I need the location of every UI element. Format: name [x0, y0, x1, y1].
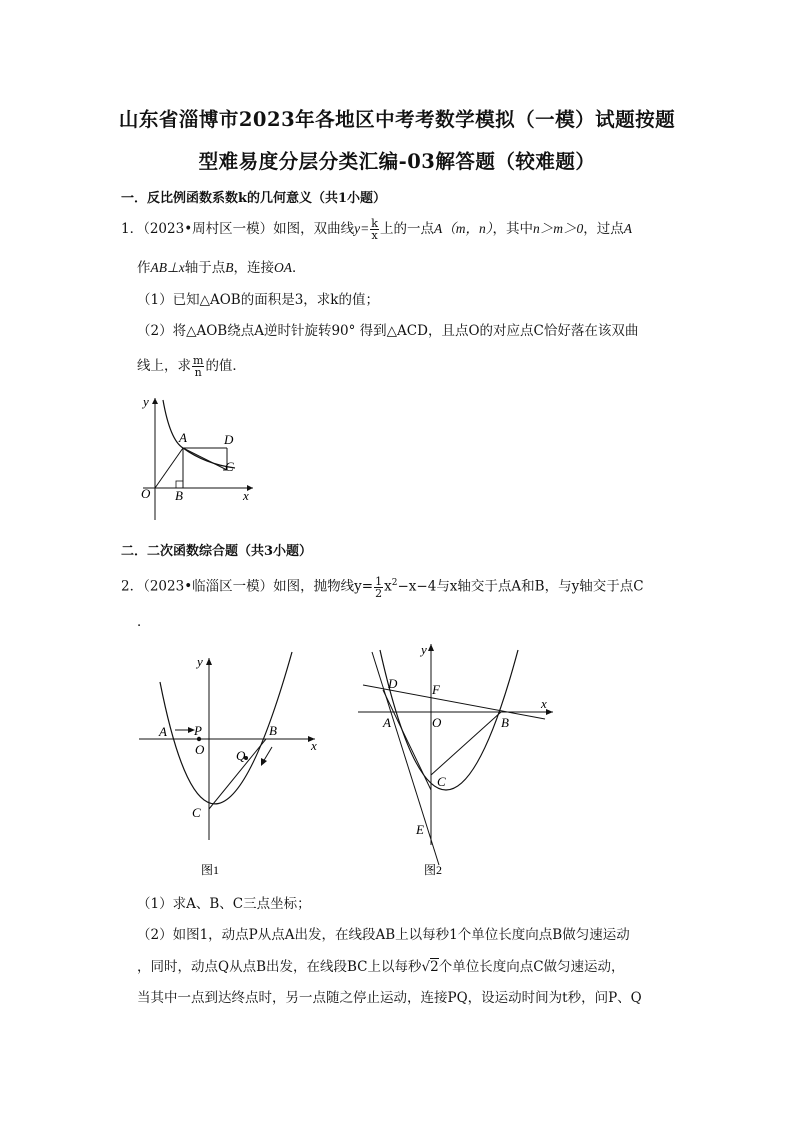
q1-part2-line2b: 的值． [205, 358, 246, 374]
q2-fig2-e-label: E [416, 822, 424, 837]
q1-point-a: A（m，n） [433, 221, 493, 236]
q1-part2-line2 [137, 355, 246, 378]
q1-figure [135, 392, 260, 524]
q1-b: B [225, 260, 234, 275]
q2-line1 [121, 573, 644, 599]
q2-eq-frac-num: 1 [375, 574, 383, 588]
q2-eq-tail: −x−4 [397, 578, 437, 595]
q1-y-eq: y= [354, 221, 370, 236]
q1-condition: n＞m＞0 [532, 221, 584, 236]
q2-text-a: 与x轴交于点A和B，与y轴交于点C [436, 578, 644, 595]
q2-fig1-q-label: Q [236, 748, 246, 763]
q2-fig2-c-label: C [437, 774, 446, 789]
q2-part2-line2b: 个单位长度向点C做匀速运动， [438, 959, 625, 975]
q2-eq-x: x [384, 578, 392, 595]
q1-text-b: ，其中 [492, 221, 533, 237]
q2-source: （2023•临淄区一模）如图，抛物线 [143, 578, 355, 595]
q1-number: 1． [121, 221, 144, 237]
q2-fig2-y-label: y [421, 642, 427, 657]
q1-oa: OA [274, 260, 292, 275]
q2-eq-frac-den: 2 [375, 586, 383, 600]
q1-fig-c-label: C [225, 459, 234, 474]
q2-part2-line2 [137, 957, 625, 977]
q1-line2-c: ，连接 [233, 260, 274, 276]
q2-fig1-x-label: x [311, 738, 317, 753]
q2-fig2-b-label: B [501, 715, 509, 730]
section1-heading: 一．反比例函数系数k的几何意义（共1小题） [121, 191, 387, 206]
q1-fig-o-label: O [141, 486, 151, 501]
q1-fig-x-label: x [243, 488, 249, 503]
q2-part2-line1: （2）如图1，动点P从点A出发，在线段AB上以每秒1个单位长度向点B做匀速运动 [137, 927, 630, 943]
q1-fraction [370, 218, 379, 241]
q1-part1: （1）已知△AOB的面积是3，求k的值； [137, 292, 379, 308]
q2-fig2-caption: 图2 [424, 863, 443, 877]
document-title-line2: 型难易度分层分类汇编-03解答题（较难题） [198, 150, 596, 173]
q2-fig1-a-label: A [159, 724, 167, 739]
q2-fig1-y-label: y [197, 654, 203, 669]
q2-figure1 [135, 650, 325, 880]
q2-part1: （1）求A、B、C三点坐标； [137, 896, 311, 912]
q1-line2-a: 作 [137, 260, 151, 276]
document-title-line1: 山东省淄博市2023年各地区中考考数学模拟（一模）试题按题 [118, 108, 676, 131]
q2-dot: ． [137, 614, 151, 630]
q2-fig2-a-label: A [383, 715, 391, 730]
q2-fig2-d-label: D [388, 676, 398, 691]
q2-fig1-caption: 图1 [201, 863, 220, 877]
q2-eq-sup: 2 [391, 578, 398, 588]
q1-fig-b-label: B [175, 488, 183, 503]
q1-part2-frac-den: n [194, 366, 202, 379]
q2-fig2-o-label: O [432, 715, 442, 730]
q2-figure2 [355, 640, 570, 880]
q2-eq-fraction [374, 576, 383, 599]
q1-line2 [137, 258, 306, 278]
q1-fig-d-label: D [224, 432, 234, 447]
q1-a: A [623, 221, 632, 236]
q2-fig2-f-label: F [432, 682, 440, 697]
section2-heading: 二．二次函数综合题（共3小题） [121, 544, 313, 559]
q1-line1 [121, 218, 632, 241]
q1-ab-perp: AB⊥x [150, 260, 185, 275]
q2-part2-line2a: ，同时，动点Q从点B出发，在线段BC上以每秒 [137, 959, 422, 975]
q1-source: （2023•周村区一模）如图，双曲线 [143, 221, 355, 237]
q2-part2-line3: 当其中一点到达终点时，另一点随之停止运动，连接PQ，设运动时间为t秒，问P、Q [137, 990, 642, 1006]
q1-part2-fraction [192, 355, 204, 378]
q1-frac-den: x [371, 229, 378, 242]
q1-text-a: 上的一点 [379, 221, 434, 237]
q2-fig1-b-label: B [269, 723, 277, 738]
q2-fig1-c-label: C [192, 805, 201, 820]
q1-line2-b: 轴于点 [184, 260, 226, 276]
sqrt-symbol: √ [421, 959, 431, 975]
q1-frac-num: k [371, 217, 378, 230]
q2-fig2-x-label: x [541, 696, 547, 711]
q2-sqrt-value: 2 [430, 959, 439, 975]
q2-number: 2． [121, 578, 144, 595]
q1-part2-line1: （2）将△AOB绕点A逆时针旋转90° 得到△ACD，且点O的对应点C恰好落在该双曲 [137, 323, 639, 339]
q2-fig1-p-label: P [194, 723, 202, 738]
q1-part2-frac-num: m [193, 354, 204, 367]
q1-part2-line2a: 线上，求 [137, 358, 191, 374]
q1-line2-end: ． [292, 260, 306, 276]
q1-text-c: ，过点 [583, 221, 624, 237]
q2-eq-y: y= [354, 578, 374, 595]
q1-fig-a-label: A [179, 430, 187, 445]
q1-fig-y-label: y [143, 394, 149, 409]
q2-fig1-o-label: O [195, 742, 205, 757]
